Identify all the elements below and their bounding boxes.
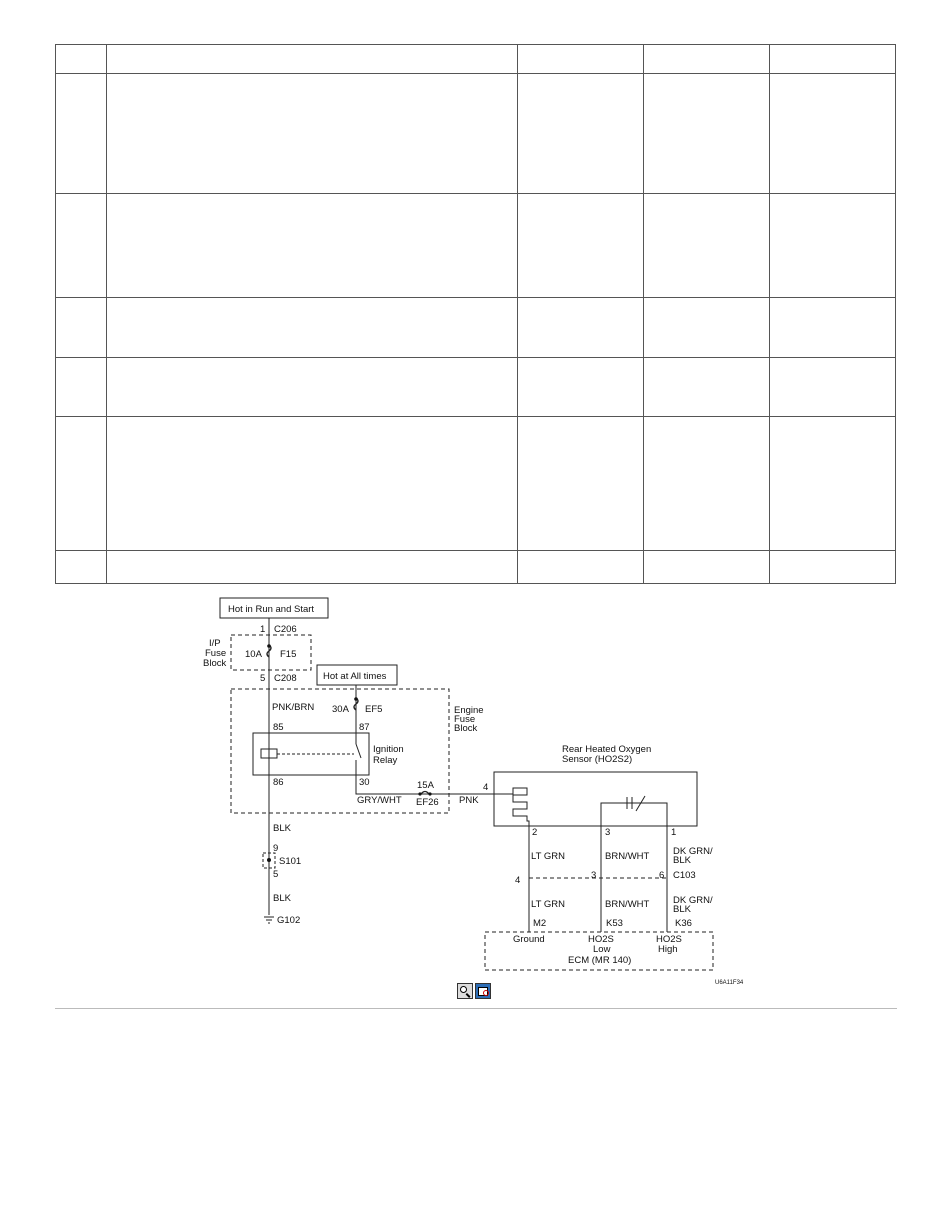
c103-pin-3: 3 [591, 870, 597, 881]
wire-lt-grn-1: LT GRN [531, 851, 565, 862]
f15-label: F15 [280, 649, 297, 660]
s101-pin-9: 9 [273, 843, 279, 854]
sensor-pin-3: 3 [605, 827, 611, 838]
zoom-in-icon[interactable] [457, 983, 473, 999]
empty-grid-table [55, 44, 896, 584]
ecm-label: ECM (MR 140) [568, 955, 632, 966]
ef26-amp: 15A [417, 780, 434, 791]
wire-brn-wht-2: BRN/WHT [605, 899, 650, 910]
wire-pnk: PNK [459, 795, 479, 806]
wire-dk-grn-blk-1a: DK GRN/ [673, 846, 713, 857]
sensor-pin-2: 2 [532, 827, 538, 838]
c103-pin-6: 6 [659, 870, 665, 881]
sensor-pin-1: 1 [671, 827, 677, 838]
horizontal-rule [55, 1008, 897, 1009]
engine-fuse-label-3: Block [454, 723, 478, 734]
engine-fuse-label-2: Fuse [454, 714, 476, 725]
s101-label: S101 [279, 856, 302, 867]
wire-blk-1: BLK [273, 823, 291, 834]
wire-lt-grn-2: LT GRN [531, 899, 565, 910]
ecm-pin-k36: K36 [675, 918, 692, 929]
c103-label: C103 [673, 870, 696, 881]
ecm-pin-k53: K53 [606, 918, 623, 929]
wire-blk-2: BLK [273, 893, 291, 904]
ip-fuse-label-3: Block [203, 658, 227, 669]
wire-gry-wht: GRY/WHT [357, 795, 402, 806]
pin-30: 30 [359, 777, 370, 788]
pin-87: 87 [359, 722, 370, 733]
pin-85: 85 [273, 722, 284, 733]
wire-dk-grn-blk-2a: DK GRN/ [673, 895, 713, 906]
g102-label: G102 [277, 915, 301, 926]
ecm-ground-label: Ground [513, 934, 545, 945]
ip-fuse-label-2: Fuse [205, 648, 227, 659]
wire-dk-grn-blk-2b: BLK [673, 904, 691, 915]
table-row [56, 74, 896, 194]
ef5-label: EF5 [365, 704, 383, 715]
relay-label-2: Relay [373, 755, 398, 766]
hot-run-start-label: Hot in Run and Start [228, 604, 315, 615]
sensor-pin-4: 4 [483, 782, 489, 793]
ef5-amp: 30A [332, 704, 349, 715]
ip-fuse-block-box [231, 635, 311, 670]
relay-label-1: Ignition [373, 744, 404, 755]
ecm-ho2s-low-2: Low [593, 944, 611, 955]
table-row [56, 298, 896, 358]
relay-box [253, 733, 369, 775]
hot-all-times-label: Hot at All times [323, 671, 387, 682]
f15-amp: 10A [245, 649, 262, 660]
c208-label: C208 [274, 673, 297, 684]
ecm-ho2s-low-1: HO2S [588, 934, 614, 945]
sensor-title-1: Rear Heated Oxygen [562, 744, 652, 755]
ecm-ho2s-high-2: High [658, 944, 678, 955]
wire-brn-wht-1: BRN/WHT [605, 851, 650, 862]
wire-pnk-brn: PNK/BRN [272, 702, 315, 713]
zoom-toolbar [457, 983, 491, 999]
c103-pin-4: 4 [515, 875, 521, 886]
s101-pin-5: 5 [273, 869, 279, 880]
table-row [56, 417, 896, 551]
figure-id: U6A11F34 [715, 980, 744, 986]
ef26-label: EF26 [416, 797, 439, 808]
table-row [56, 551, 896, 584]
ecm-pin-m2: M2 [533, 918, 547, 929]
table-row [56, 194, 896, 298]
table-row [56, 45, 896, 74]
ecm-ho2s-high-1: HO2S [656, 934, 682, 945]
pin-86: 86 [273, 777, 284, 788]
engine-fuse-label-1: Engine [454, 705, 484, 716]
table-row [56, 358, 896, 417]
ip-fuse-label-1: I/P [209, 638, 221, 649]
c208-pin: 5 [260, 673, 266, 684]
wiring-diagram [195, 592, 755, 992]
c206-label: C206 [274, 624, 297, 635]
sensor-title-2: Sensor (HO2S2) [562, 754, 633, 765]
open-window-icon[interactable] [475, 983, 491, 999]
wire-dk-grn-blk-1b: BLK [673, 855, 691, 866]
c206-pin: 1 [260, 624, 266, 635]
